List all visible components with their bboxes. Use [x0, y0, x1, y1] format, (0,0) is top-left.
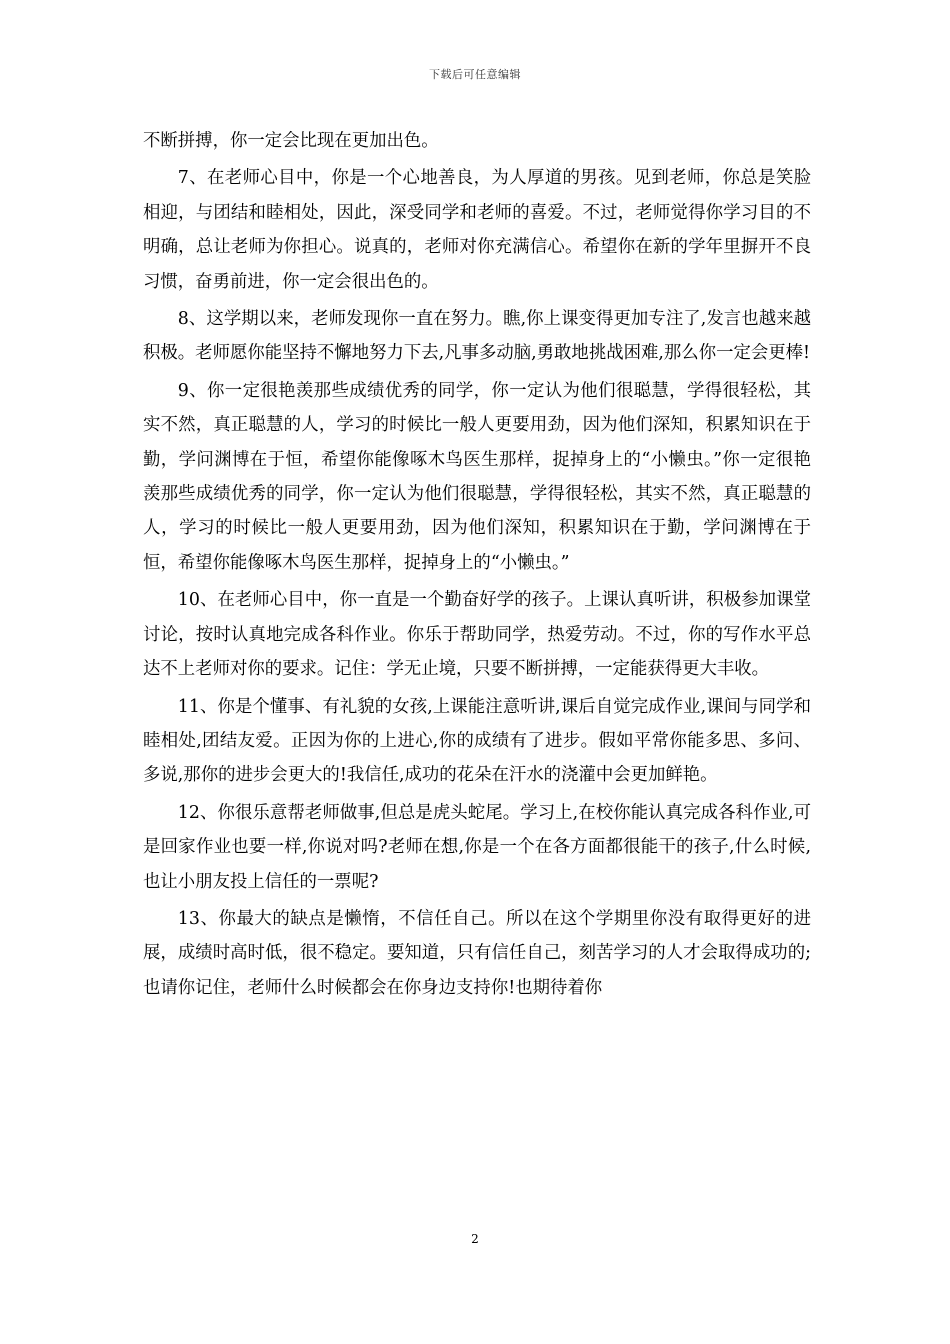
paragraph-comment-8: 8、这学期以来，老师发现你一直在努力。瞧,你上课变得更加专注了,发言也越来越积极。老师愿你能坚持不懈地努力下去,凡事多动脑,勇敢地挑战困难,那么你一定会更棒!: [143, 309, 811, 364]
paragraph-comment-11: 11、你是个懂事、有礼貌的女孩,上课能注意听讲,课后自觉完成作业,课间与同学和睦相处,团结友爱。正因为你的上进心,你的成绩有了进步。假如平常你能多思、多问、多说,那你的进步会更大的!我信任,成功的花朵在汗水的浇灌中会更加鲜艳。: [143, 696, 811, 786]
paragraph-continuation: 不断拼搏，你一定会比现在更加出色。: [143, 131, 439, 151]
page-number: 2: [471, 1232, 479, 1246]
page-header: 下载后可任意编辑: [429, 68, 521, 81]
paragraph-comment-13: 13、你最大的缺点是懒惰，不信任自己。所以在这个学期里你没有取得更好的进展，成绩时高时低，很不稳定。要知道，只有信任自己，刻苦学习的人才会取得成功的;也请你记住，老师什么时候都会在你身边支持你!也期待着你: [143, 908, 811, 998]
paragraph-comment-9: 9、你一定很艳羡那些成绩优秀的同学，你一定认为他们很聪慧，学得很轻松，其实不然，真正聪慧的人，学习的时候比一般人更要用劲，因为他们深知，积累知识在于勤，学问渊博在于恒，希望你能像啄木鸟医生那样，捉掉身上的“小懒虫。”你一定很艳羡那些成绩优秀的同学，你一定认为他们很聪慧，学得很轻松，其实不然，真正聪慧的人，学习的时候比一般人更要用劲，因为他们深知，积累知识在于勤，学问渊博在于恒，希望你能像啄木鸟医生那样，捉掉身上的“小懒虫。”: [143, 380, 811, 573]
paragraph-comment-12: 12、你很乐意帮老师做事,但总是虎头蛇尾。学习上,在校你能认真完成各科作业,可是回家作业也要一样,你说对吗?老师在想,你是一个在各方面都很能干的孩子,什么时候,也让小朋友投上信任的一票呢?: [143, 802, 811, 892]
paragraph-comment-10: 10、在老师心目中，你一直是一个勤奋好学的孩子。上课认真听讲，积极参加课堂讨论，按时认真地完成各科作业。你乐于帮助同学，热爱劳动。不过，你的写作水平总达不上老师对你的要求。记住：学无止境，只要不断拼搏，一定能获得更大丰收。: [143, 590, 811, 680]
document-body: [143, 124, 811, 1008]
paragraph-comment-7: 7、在老师心目中，你是一个心地善良，为人厚道的男孩。见到老师，你总是笑脸相迎，与团结和睦相处，因此，深受同学和老师的喜爱。不过，老师觉得你学习目的不明确，总让老师为你担心。说真的，老师对你充满信心。希望你在新的学年里摒开不良习惯，奋勇前进，你一定会很出色的。: [143, 168, 811, 292]
